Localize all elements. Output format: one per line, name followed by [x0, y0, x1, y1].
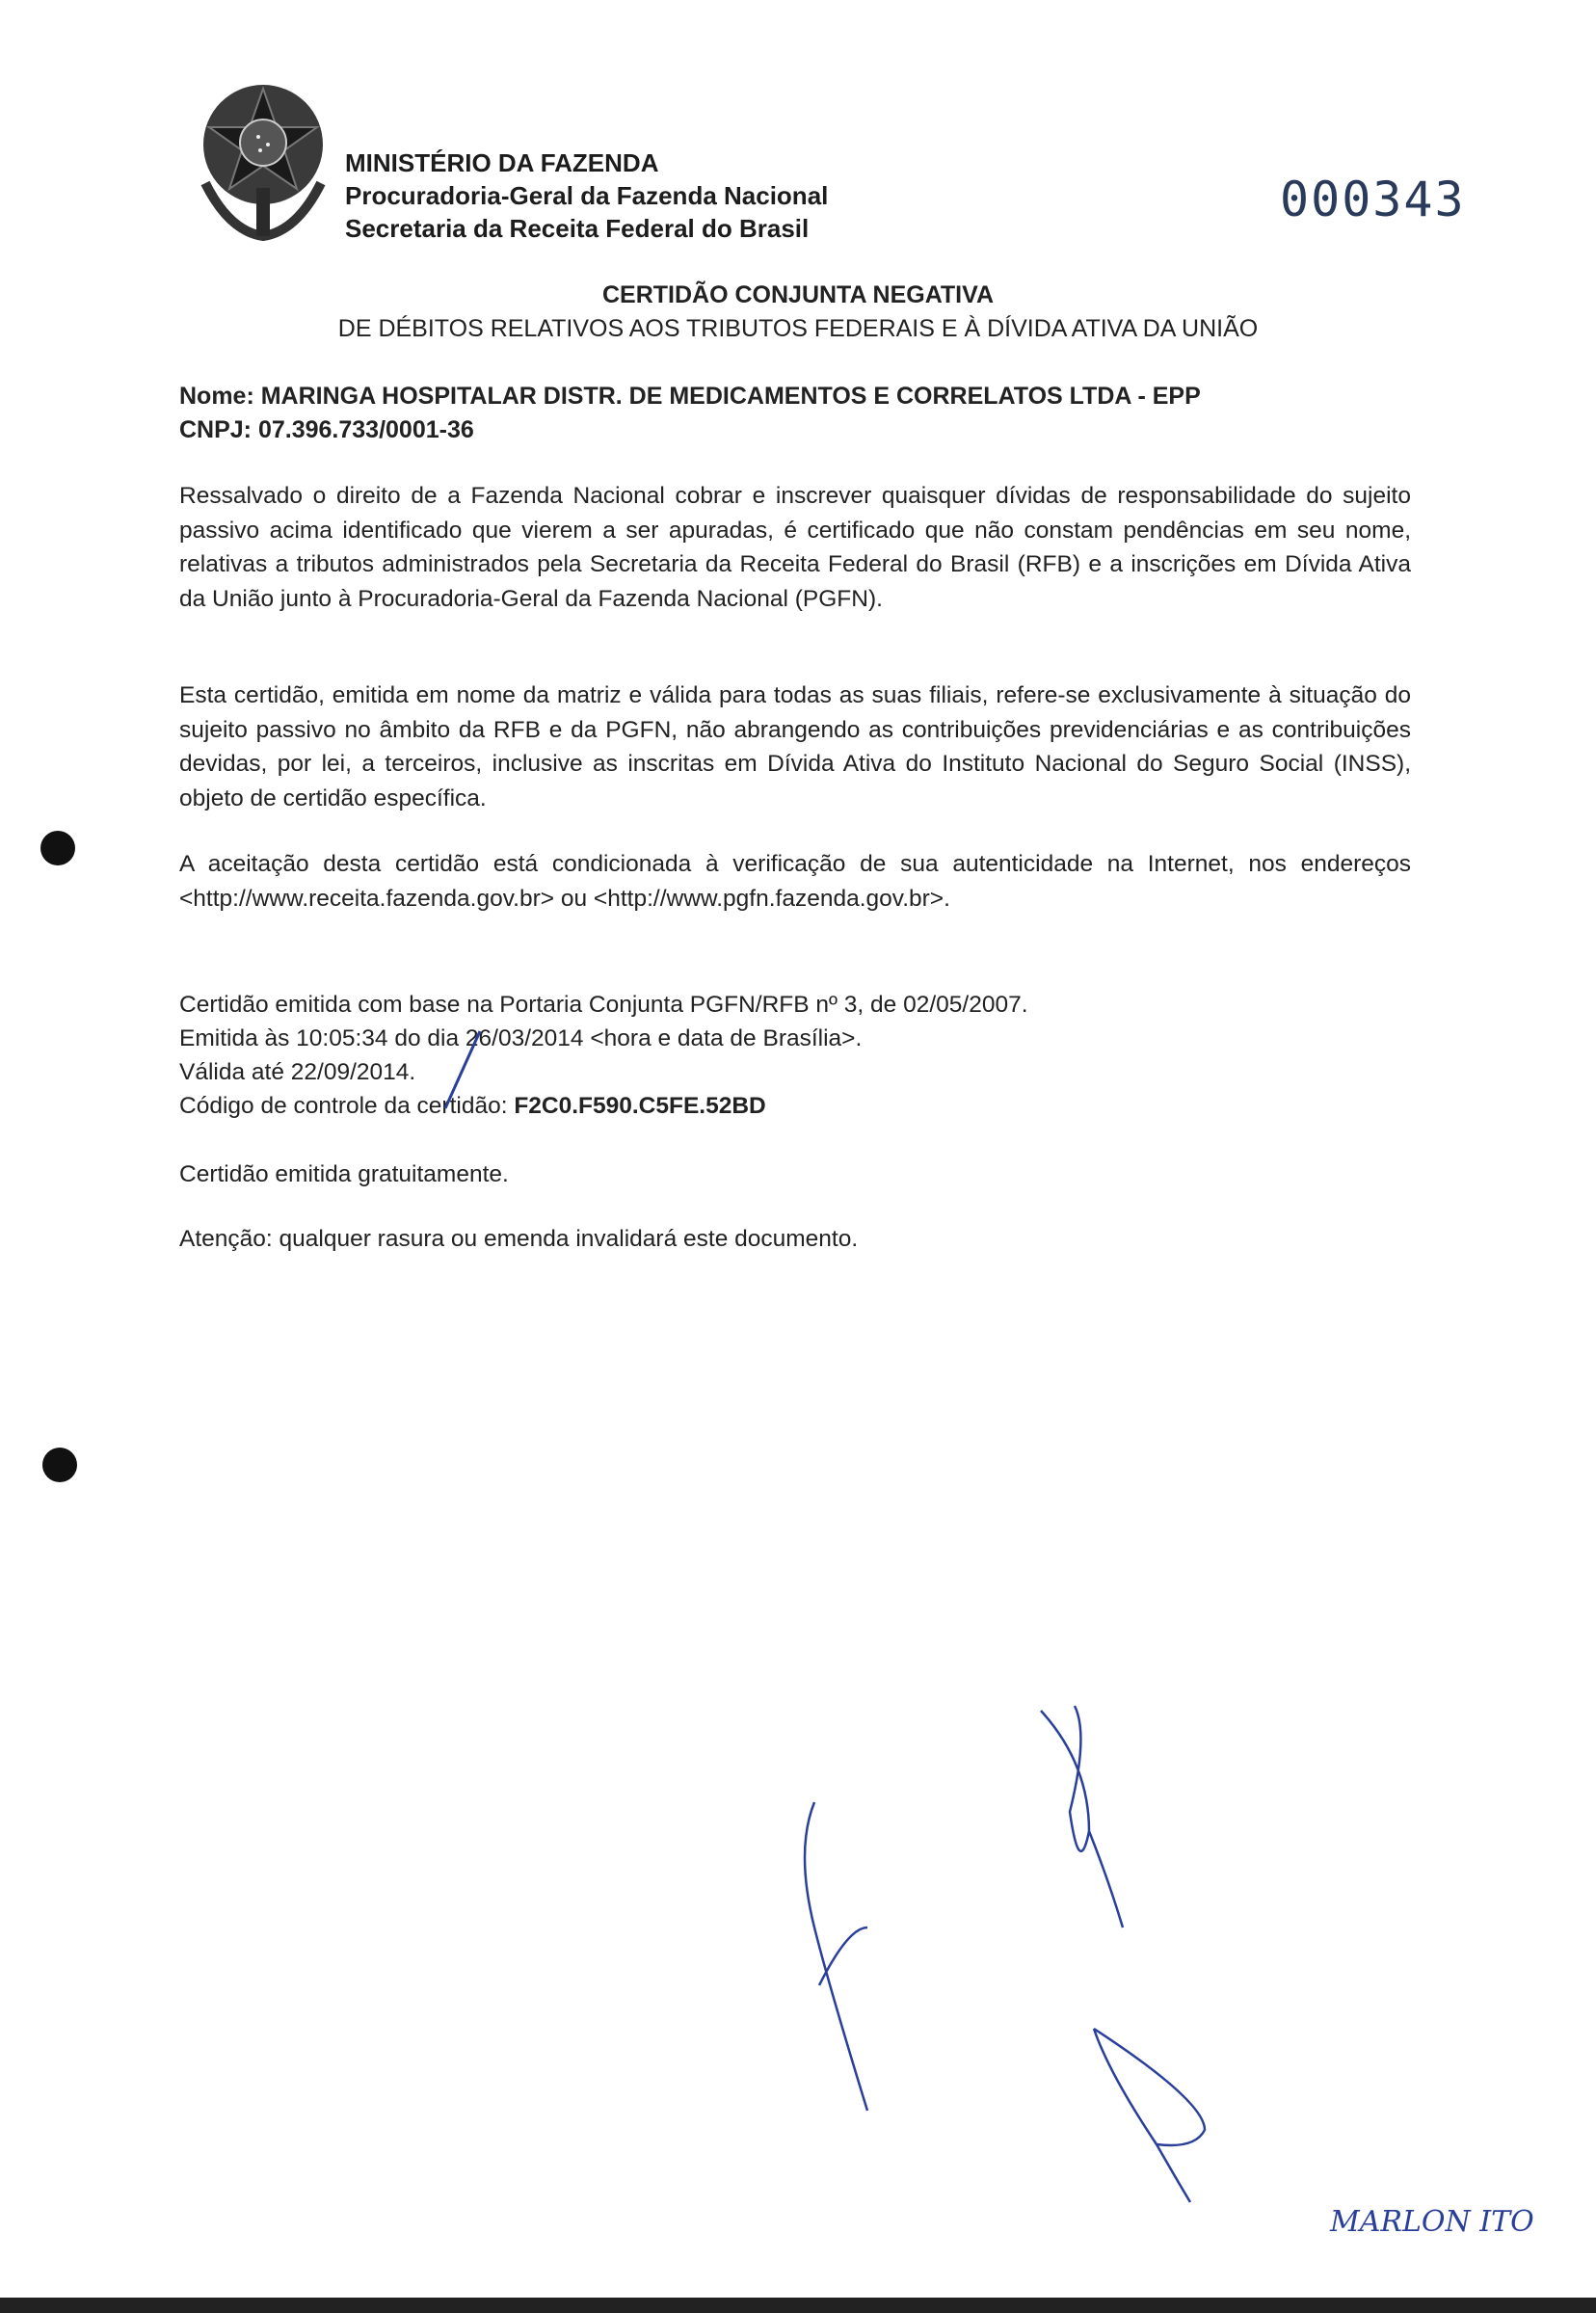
agency-pgfn: Procuradoria-Geral da Fazenda Nacional: [345, 181, 829, 210]
issue-datetime: Emitida às 10:05:34 do dia 26/03/2014 <hora e data de Brasília>.: [179, 1025, 863, 1051]
document-subtitle: DE DÉBITOS RELATIVOS AOS TRIBUTOS FEDERAIS E À DÍVIDA ATIVA DA UNIÃO: [337, 315, 1259, 342]
agency-rfb: Secretaria da Receita Federal do Brasil: [345, 214, 810, 243]
taxpayer-cnpj: CNPJ: 07.396.733/0001-36: [179, 416, 474, 443]
brazil-coat-of-arms-emblem: [191, 67, 335, 246]
paragraph-scope: Esta certidão, emitida em nome da matriz e válida para todas as suas filiais, refere-se exclusivamente à situação do sujeito passivo no âmbito da RFB e da PGFN, não abrangendo as contribuições previdenciárias e as contribuições devidas, por lei, a terceiros, inclusive as inscritas em Dívida Ativa do Instituto Nacional do Seguro Social (INSS), objeto de certidão específica.: [179, 682, 1411, 811]
control-code-line: [179, 1089, 766, 1123]
scan-edge-bar: [0, 2298, 1596, 2313]
warning-note: Atenção: qualquer rasura ou emenda invalidará este documento.: [179, 1226, 859, 1252]
sequence-stamp-number: 000343: [1280, 172, 1466, 227]
free-issue-note: Certidão emitida gratuitamente.: [179, 1161, 509, 1187]
punch-hole: [40, 831, 75, 865]
ministry-name: MINISTÉRIO DA FAZENDA: [345, 148, 659, 177]
control-code-label: Código de controle da certidão:: [179, 1093, 515, 1119]
handwritten-name: MARLON ITO: [1330, 2205, 1534, 2239]
punch-hole: [42, 1448, 77, 1482]
paragraph-ressalva: Ressalvado o direito de a Fazenda Nacional cobrar e inscrever quaisquer dívidas de responsabilidade do sujeito passivo acima identificado que vierem a ser apuradas, é certificado que não constam pendências em seu nome, relativas a tributos administrados pela Secretaria da Receita Federal do Brasil (RFB) e a inscrições em Dívida Ativa da União junto à Procuradoria-Geral da Fazenda Nacional (PGFN).: [179, 483, 1411, 612]
signature-stroke: [1094, 2029, 1205, 2202]
signature-stroke: [1041, 1706, 1123, 1928]
issue-basis: Certidão emitida com base na Portaria Conjunta PGFN/RFB nº 3, de 02/05/2007.: [179, 992, 1028, 1018]
paragraph-authenticity: A aceitação desta certidão está condicionada à verificação de sua autenticidade na Internet, nos endereços <http://www.receita.fazenda.gov.br> ou <http://www.pgfn.fazenda.gov.br>.: [179, 851, 1411, 912]
taxpayer-name: Nome: MARINGA HOSPITALAR DISTR. DE MEDICAMENTOS E CORRELATOS LTDA - EPP: [179, 383, 1201, 410]
validity-date: Válida até 22/09/2014.: [179, 1059, 416, 1085]
signature-stroke: [805, 1802, 867, 2111]
document-title: CERTIDÃO CONJUNTA NEGATIVA: [601, 281, 995, 308]
header-text: [345, 146, 828, 245]
control-code: F2C0.F590.C5FE.52BD: [514, 1093, 766, 1119]
